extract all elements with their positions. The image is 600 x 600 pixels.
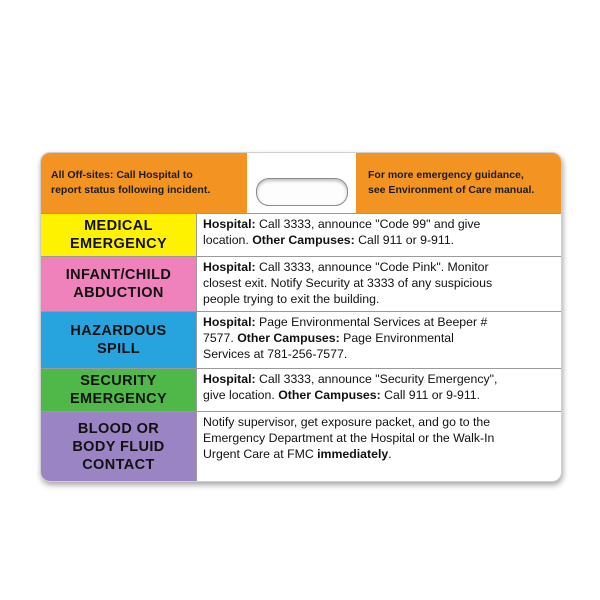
desc-text: Call 3333, announce "Code Pink". Monitor: [255, 260, 489, 274]
desc-text: Call 911 or 9-911.: [354, 233, 455, 248]
label-hazardous-spill: [41, 312, 197, 368]
label-line: EMERGENCY: [69, 236, 168, 252]
header-guidance-note: [356, 153, 561, 213]
header-right-line: For more emergency guidance,: [368, 169, 524, 181]
header-left-line: All Off-sites: Call Hospital to: [51, 169, 193, 181]
desc-text: Page Environmental Services at Beeper #: [255, 315, 488, 329]
desc-text: give location.: [203, 388, 279, 403]
desc-line: [203, 371, 555, 387]
desc-line: Emergency Department at the Hospital or the Walk-In: [203, 431, 495, 446]
card-header: [41, 153, 561, 213]
desc-line: Notify supervisor, get exposure packet, and go to the: [203, 415, 491, 429]
desc-text: 7577.: [203, 331, 238, 346]
desc-bold: Other Campuses:: [237, 331, 340, 346]
row-medical-emergency: [41, 213, 561, 256]
row-infant-child-abduction: [41, 256, 561, 311]
desc-line: [203, 314, 555, 330]
label-line: SECURITY: [80, 373, 157, 389]
desc-medical-emergency: [203, 216, 555, 248]
desc-text: Urgent Care at FMC: [203, 447, 318, 462]
desc-blood-body-fluid-contact: [203, 414, 555, 463]
desc-text: Page Environmental: [339, 331, 454, 346]
desc-bold: Hospital:: [203, 217, 256, 231]
label-line: BLOOD OR: [77, 420, 160, 437]
desc-infant-child-abduction: [203, 259, 555, 308]
desc-line: [203, 330, 555, 346]
label-infant-child-abduction: [41, 257, 197, 311]
label-line: BODY FLUID: [72, 438, 165, 455]
label-blood-body-fluid-contact: [41, 412, 197, 481]
row-hazardous-spill: [41, 311, 561, 368]
row-security-emergency: [41, 368, 561, 411]
header-offsite-note: [41, 153, 247, 213]
header-right-line: see Environment of Care manual.: [368, 184, 535, 196]
emergency-reference-card: [40, 152, 562, 482]
label-line: ABDUCTION: [73, 285, 164, 301]
desc-text: Call 3333, announce "Security Emergency",: [255, 372, 498, 386]
desc-line: [203, 259, 555, 275]
desc-line: Services at 781-256-7577.: [203, 347, 348, 362]
desc-text: Call 3333, announce "Code 99" and give: [255, 217, 481, 231]
desc-security-emergency: [203, 371, 555, 403]
label-security-emergency: [41, 369, 197, 411]
desc-text: .: [388, 447, 392, 462]
lanyard-slot: [256, 178, 348, 206]
desc-text: location.: [203, 233, 253, 248]
label-line: MEDICAL: [84, 218, 153, 234]
desc-line: closest exit. Notify Security at 3333 of any suspicious: [203, 276, 493, 291]
desc-line: [203, 446, 555, 462]
desc-line: [203, 216, 555, 232]
desc-line: [203, 232, 555, 248]
desc-hazardous-spill: [203, 314, 555, 363]
label-line: INFANT/CHILD: [65, 267, 172, 283]
label-medical-emergency: [41, 214, 197, 256]
label-line: HAZARDOUS: [70, 323, 167, 339]
desc-bold: Hospital:: [203, 260, 256, 274]
desc-bold: Hospital:: [203, 372, 256, 386]
header-left-line: report status following incident.: [51, 184, 211, 196]
desc-text: Call 911 or 9-911.: [380, 388, 481, 403]
desc-bold: Hospital:: [203, 315, 256, 329]
desc-bold: immediately: [317, 447, 389, 462]
label-line: CONTACT: [82, 456, 155, 473]
desc-bold: Other Campuses:: [252, 233, 355, 248]
desc-line: people trying to exit the building.: [203, 292, 380, 307]
desc-line: [203, 387, 555, 403]
label-line: EMERGENCY: [69, 391, 168, 407]
label-line: SPILL: [96, 341, 141, 357]
desc-bold: Other Campuses:: [278, 388, 381, 403]
row-blood-body-fluid-contact: [41, 411, 561, 481]
